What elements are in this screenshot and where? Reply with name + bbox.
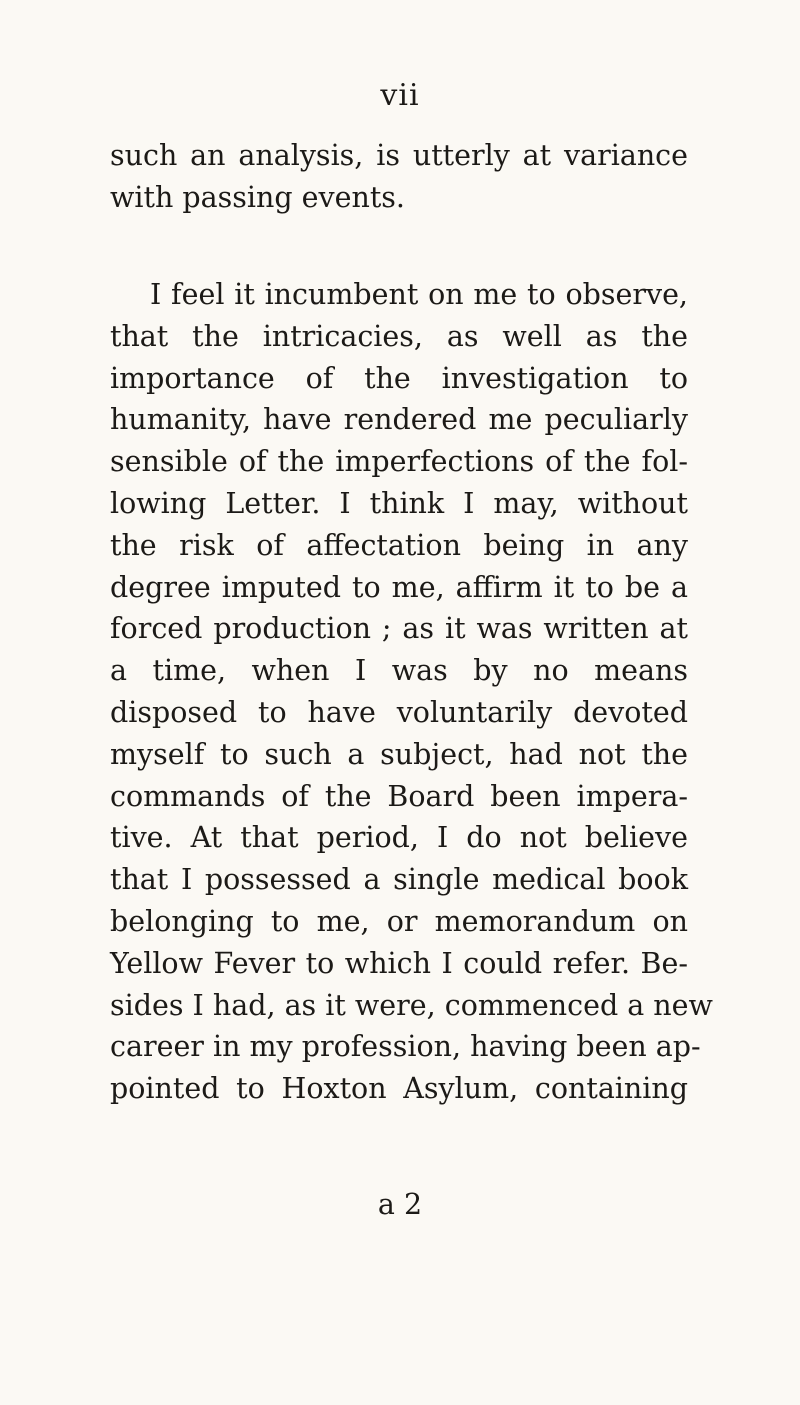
- text-line: humanity, have rendered me peculiarly: [110, 403, 688, 437]
- page-number: vii: [380, 78, 420, 113]
- text-line: pointed to Hoxton Asylum, containing: [110, 1072, 688, 1106]
- text-line: commands of the Board been impera-: [110, 779, 688, 813]
- text-line: sensible of the imperfections of the fol-: [110, 445, 688, 479]
- text-line: that the intricacies, as well as the: [110, 319, 688, 353]
- text-line: forced production ; as it was written at: [110, 612, 688, 646]
- text-line: myself to such a subject, had not the: [110, 737, 688, 771]
- text-line: the risk of affectation being in any: [110, 528, 688, 562]
- signature-mark: a 2: [377, 1188, 423, 1221]
- paragraph-continuation: [110, 135, 688, 219]
- text-line: such an analysis, is utterly at variance: [110, 139, 688, 172]
- text-line: sides I had, as it were, commenced a new: [110, 988, 713, 1022]
- text-line: tive. At that period, I do not believe: [110, 821, 688, 855]
- text-line: with passing events.: [110, 180, 405, 214]
- text-line: that I possessed a single medical book: [110, 863, 688, 897]
- text-line: lowing Letter. I think I may, without: [110, 486, 688, 520]
- text-line: I feel it incumbent on me to observe,: [150, 278, 688, 311]
- text-line: disposed to have voluntarily devoted: [110, 695, 688, 729]
- text-line: importance of the investigation to: [110, 361, 688, 395]
- text-line: a time, when I was by no means: [110, 654, 688, 688]
- text-line: career in my profession, having been ap-: [110, 1030, 701, 1064]
- text-line: Yellow Fever to which I could refer. Be-: [110, 946, 688, 980]
- text-line: belonging to me, or memorandum on: [110, 904, 688, 938]
- paragraph-main: [110, 274, 713, 1110]
- text-line: degree imputed to me, affirm it to be a: [110, 570, 688, 604]
